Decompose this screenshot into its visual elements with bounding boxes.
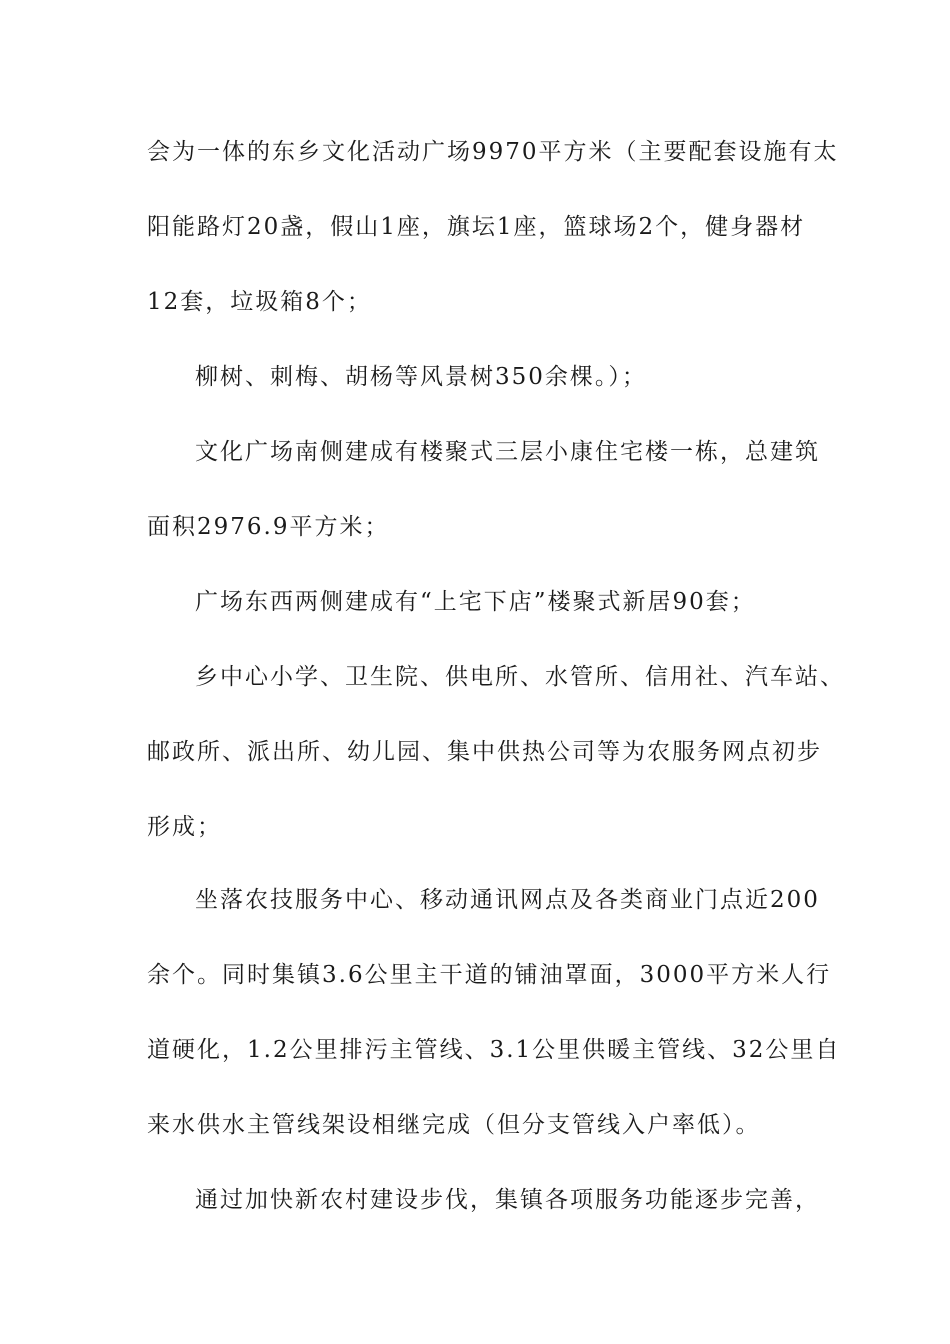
text-line: 通过加快新农村建设步伐，集镇各项服务功能逐步完善， bbox=[195, 1187, 820, 1213]
text-line: 广场东西两侧建成有“上宅下店”楼聚式新居90套； bbox=[195, 589, 756, 615]
text-line: 乡中心小学、卫生院、供电所、水管所、信用社、汽车站、 bbox=[195, 664, 845, 690]
text-line: 坐落农技服务中心、移动通讯网点及各类商业门点近200 bbox=[195, 887, 820, 913]
text-line: 会为一体的东乡文化活动广场9970平方米（主要配套设施有太 bbox=[147, 139, 839, 165]
text-line: 道硬化，1.2公里排污主管线、3.1公里供暖主管线、32公里自 bbox=[147, 1037, 841, 1063]
text-line: 邮政所、派出所、幼儿园、集中供热公司等为农服务网点初步 bbox=[147, 739, 822, 765]
text-line: 面积2976.9平方米； bbox=[147, 514, 390, 540]
text-line: 余个。同时集镇3.6公里主干道的铺油罩面，3000平方米人行 bbox=[147, 962, 832, 988]
text-line: 形成； bbox=[147, 814, 222, 840]
text-line: 柳树、刺梅、胡杨等风景树350余棵。）； bbox=[195, 364, 647, 390]
text-line: 文化广场南侧建成有楼聚式三层小康住宅楼一栋，总建筑 bbox=[195, 439, 820, 465]
text-line: 12套，垃圾箱8个； bbox=[147, 289, 372, 315]
text-line: 来水供水主管线架设相继完成（但分支管线入户率低）。 bbox=[147, 1112, 761, 1138]
text-line: 阳能路灯20盏，假山1座，旗坛1座，篮球场2个，健身器材 bbox=[147, 214, 806, 240]
